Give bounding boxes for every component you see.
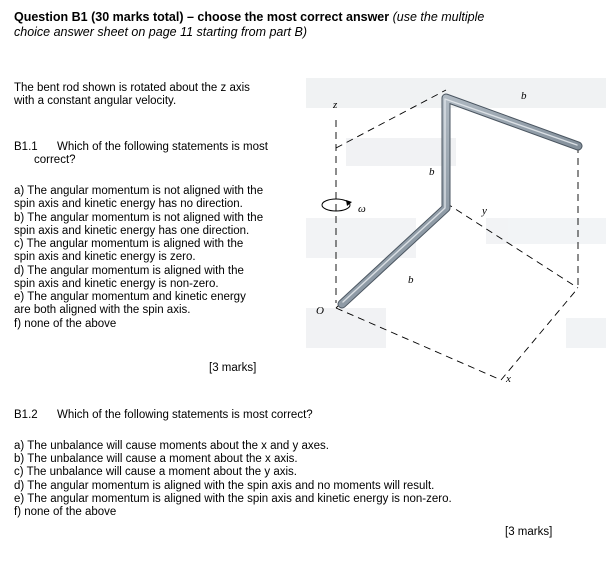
b11-marks: [3 marks] (209, 362, 257, 374)
b11-option-line: spin axis and kinetic energy is zero. (14, 251, 196, 263)
b11-option-line: spin axis and kinetic energy has one direction. (14, 225, 250, 237)
origin-label: O (316, 305, 324, 317)
b11-option-line: c) The angular momentum is aligned with the (14, 238, 244, 250)
b11-option-line: f) none of the above (14, 318, 117, 330)
b-label-bottom: b (408, 274, 414, 286)
b12-marks: [3 marks] (505, 526, 553, 538)
b12-option-b: b) The unbalance will cause a moment about the x axis. (14, 453, 298, 465)
y-axis-label: y (482, 205, 487, 217)
b12-number: B1.2 (14, 409, 38, 421)
b11-option-line: d) The angular momentum is aligned with the (14, 265, 244, 277)
b11-question-a: Which of the following statements is most (57, 141, 268, 153)
bent-rod-figure (306, 78, 606, 396)
b12-option-d: d) The angular momentum is aligned with the spin axis and no moments will result. (14, 480, 435, 492)
b12-option-a: a) The unbalance will cause moments about the x and y axes. (14, 440, 329, 452)
b12-question: Which of the following statements is most correct? (57, 409, 313, 421)
b11-option-line: b) The angular momentum is not aligned with the (14, 212, 264, 224)
b12-option-c: c) The unbalance will cause a moment about the y axis. (14, 466, 297, 478)
heading-italic-b: choice answer sheet on page 11 starting from part B) (14, 25, 307, 39)
b11-option-line: are both aligned with the spin axis. (14, 304, 191, 316)
intro-line-1: The bent rod shown is rotated about the z axis (14, 82, 250, 94)
b11-option-line: spin axis and kinetic energy has no direction. (14, 198, 243, 210)
heading-bold: Question B1 (30 marks total) – choose the most correct answer (14, 10, 390, 24)
b12-option-e: e) The angular momentum is aligned with the spin axis and kinetic energy is non-zero. (14, 493, 452, 505)
omega-label: ω (358, 203, 366, 215)
b-label-vertical: b (429, 166, 435, 178)
b11-option-line: spin axis and kinetic energy is non-zero. (14, 278, 219, 290)
b11-option-line: a) The angular momentum is not aligned with the (14, 185, 264, 197)
z-axis-label: z (333, 99, 338, 111)
b11-number: B1.1 (14, 141, 38, 153)
b-label-top: b (521, 90, 527, 102)
heading-italic-a: (use the multiple (392, 10, 485, 24)
question-heading (14, 10, 484, 25)
b11-option-line: e) The angular momentum and kinetic energy (14, 291, 246, 303)
intro-line-2: with a constant angular velocity. (14, 95, 177, 107)
b12-option-f: f) none of the above (14, 506, 117, 518)
x-axis-label: x (506, 373, 511, 385)
b11-question-b: correct? (34, 154, 76, 166)
